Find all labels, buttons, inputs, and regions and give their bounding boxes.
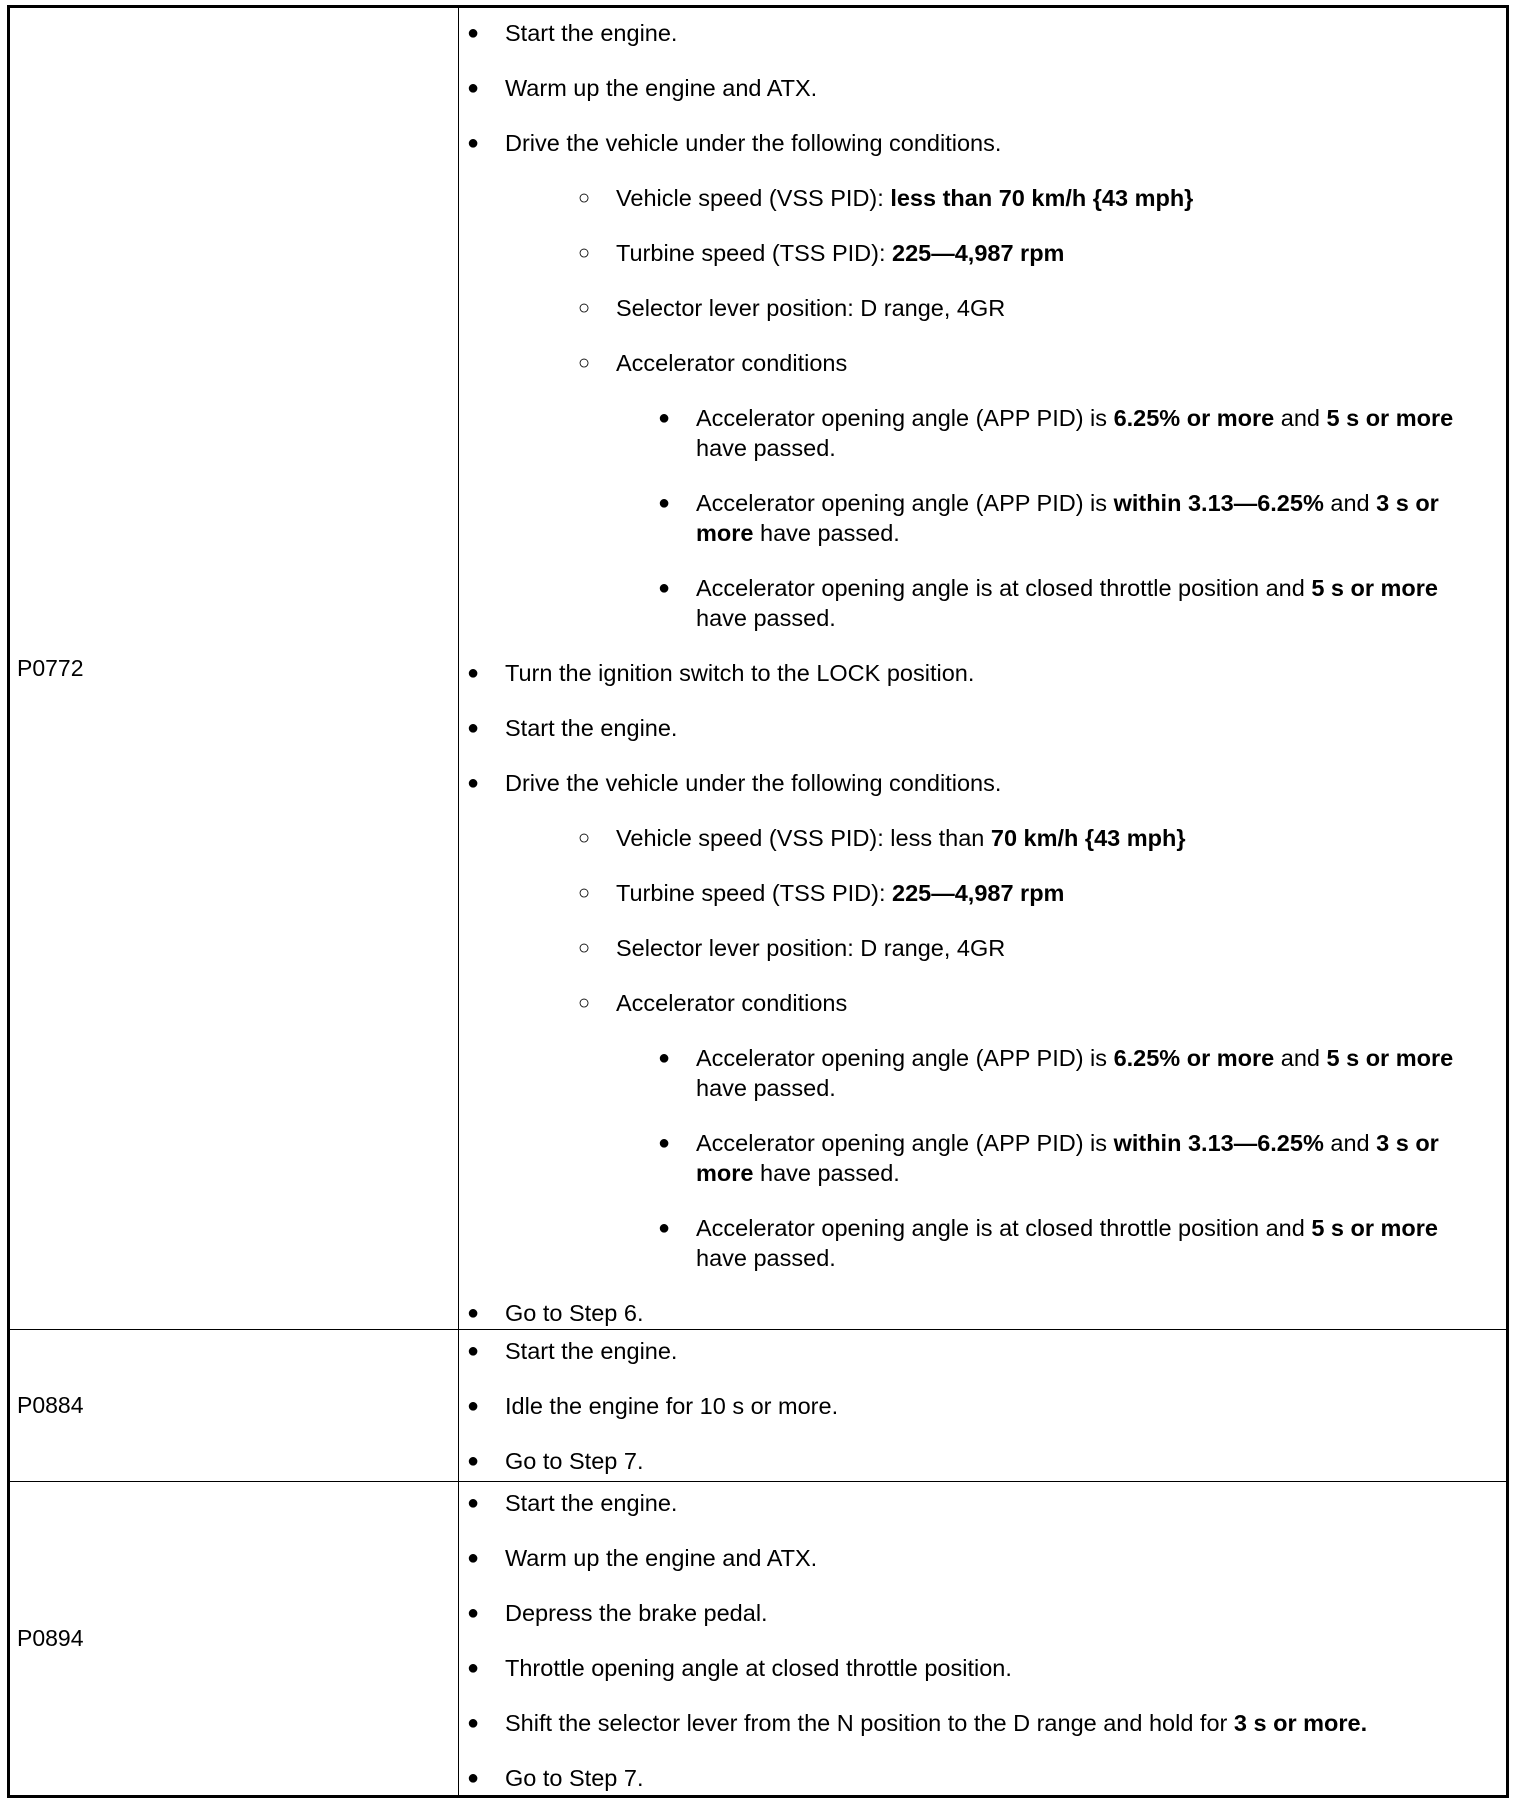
dtc-code: P0772 [17, 655, 84, 681]
list-item: ○ Accelerator conditions [578, 350, 848, 376]
bullet-hollow-icon: ○ [578, 187, 591, 209]
list-item: ● Shift the selector lever from the N position to the D range and hold for 3 s or more. [467, 1710, 1368, 1736]
list-item: ○ Vehicle speed (VSS PID): less than 70 km/h {43 mph} [578, 185, 1194, 211]
bullet-filled-icon: ● [658, 407, 671, 429]
list-item: ● Accelerator opening angle (APP PID) is 6.25% or more and 5 s or more have passed. [658, 1045, 1454, 1101]
bullet-filled-icon: ● [467, 1395, 480, 1417]
list-item: ● Accelerator opening angle (APP PID) is 6.25% or more and 5 s or more have passed. [658, 405, 1454, 461]
bullet-hollow-icon: ○ [578, 827, 591, 849]
table-row-p0772 [9, 7, 1508, 1330]
bullet-filled-icon: ● [658, 577, 671, 599]
list-item: ● Accelerator opening angle is at closed throttle position and 5 s or more have passed. [658, 1215, 1439, 1271]
bullet-filled-icon: ● [467, 1492, 480, 1514]
bullet-filled-icon: ● [467, 717, 480, 739]
list-item: ● Turn the ignition switch to the LOCK position. [467, 660, 975, 686]
list-item: ○ Vehicle speed (VSS PID): less than 70 km/h {43 mph} [578, 825, 1186, 851]
table-row-p0894 [9, 1482, 1508, 1797]
list-item: ● Accelerator opening angle (APP PID) is within 3.13—6.25% and 3 s or more have passed. [658, 490, 1439, 546]
list-item: ● Start the engine. [467, 1490, 678, 1516]
bullet-hollow-icon: ○ [578, 352, 591, 374]
list-item: ● Go to Step 6. [467, 1300, 644, 1326]
list-item: ○ Turbine speed (TSS PID): 225—4,987 rpm [578, 880, 1065, 906]
list-item: ● Go to Step 7. [467, 1765, 644, 1791]
bullet-filled-icon: ● [658, 1047, 671, 1069]
dtc-code-cell [9, 1330, 459, 1482]
list-item: ○ Selector lever position: D range, 4GR [578, 935, 1006, 961]
bullet-filled-icon: ● [467, 1450, 480, 1472]
list-item: ● Idle the engine for 10 s or more. [467, 1393, 839, 1419]
bullet-hollow-icon: ○ [578, 297, 591, 319]
bullet-filled-icon: ● [467, 1340, 480, 1362]
list-item: ● Start the engine. [467, 20, 678, 46]
bullet-hollow-icon: ○ [578, 937, 591, 959]
bullet-hollow-icon: ○ [578, 992, 591, 1014]
bullet-filled-icon: ● [467, 22, 480, 44]
steps-cell [459, 1330, 1508, 1482]
list-item: ● Start the engine. [467, 715, 678, 741]
steps-cell [459, 1482, 1508, 1797]
dtc-code: P0894 [17, 1625, 84, 1651]
bullet-filled-icon: ● [467, 1657, 480, 1679]
bullet-filled-icon: ● [467, 77, 480, 99]
table-row-p0884 [9, 1330, 1508, 1482]
list-item: ● Warm up the engine and ATX. [467, 75, 818, 101]
dtc-code: P0884 [17, 1392, 84, 1418]
list-item: ● Accelerator opening angle (APP PID) is within 3.13—6.25% and 3 s or more have passed. [658, 1130, 1439, 1186]
bullet-filled-icon: ● [467, 1712, 480, 1734]
bullet-filled-icon: ● [467, 1302, 480, 1324]
list-item: ● Drive the vehicle under the following conditions. [467, 770, 1002, 796]
list-item: ● Accelerator opening angle is at closed throttle position and 5 s or more have passed. [658, 575, 1439, 631]
list-item: ○ Selector lever position: D range, 4GR [578, 295, 1006, 321]
list-item: ● Warm up the engine and ATX. [467, 1545, 818, 1571]
list-item: ● Throttle opening angle at closed throttle position. [467, 1655, 1012, 1681]
dtc-code-cell [9, 7, 459, 1330]
steps-cell [459, 7, 1508, 1330]
bullet-filled-icon: ● [467, 772, 480, 794]
bullet-filled-icon: ● [467, 662, 480, 684]
bullet-filled-icon: ● [658, 1217, 671, 1239]
dtc-drive-mode-table [7, 5, 1509, 1798]
bullet-filled-icon: ● [467, 1547, 480, 1569]
bullet-filled-icon: ● [467, 1767, 480, 1789]
list-item: ● Drive the vehicle under the following conditions. [467, 130, 1002, 156]
list-item: ○ Turbine speed (TSS PID): 225—4,987 rpm [578, 240, 1065, 266]
bullet-hollow-icon: ○ [578, 242, 591, 264]
list-item: ● Start the engine. [467, 1338, 678, 1364]
bullet-filled-icon: ● [467, 132, 480, 154]
bullet-filled-icon: ● [658, 492, 671, 514]
list-item: ● Depress the brake pedal. [467, 1600, 768, 1626]
bullet-filled-icon: ● [658, 1132, 671, 1154]
list-item: ● Go to Step 7. [467, 1448, 644, 1474]
bullet-filled-icon: ● [467, 1602, 480, 1624]
list-item: ○ Accelerator conditions [578, 990, 848, 1016]
dtc-code-cell [9, 1482, 459, 1797]
bullet-hollow-icon: ○ [578, 882, 591, 904]
